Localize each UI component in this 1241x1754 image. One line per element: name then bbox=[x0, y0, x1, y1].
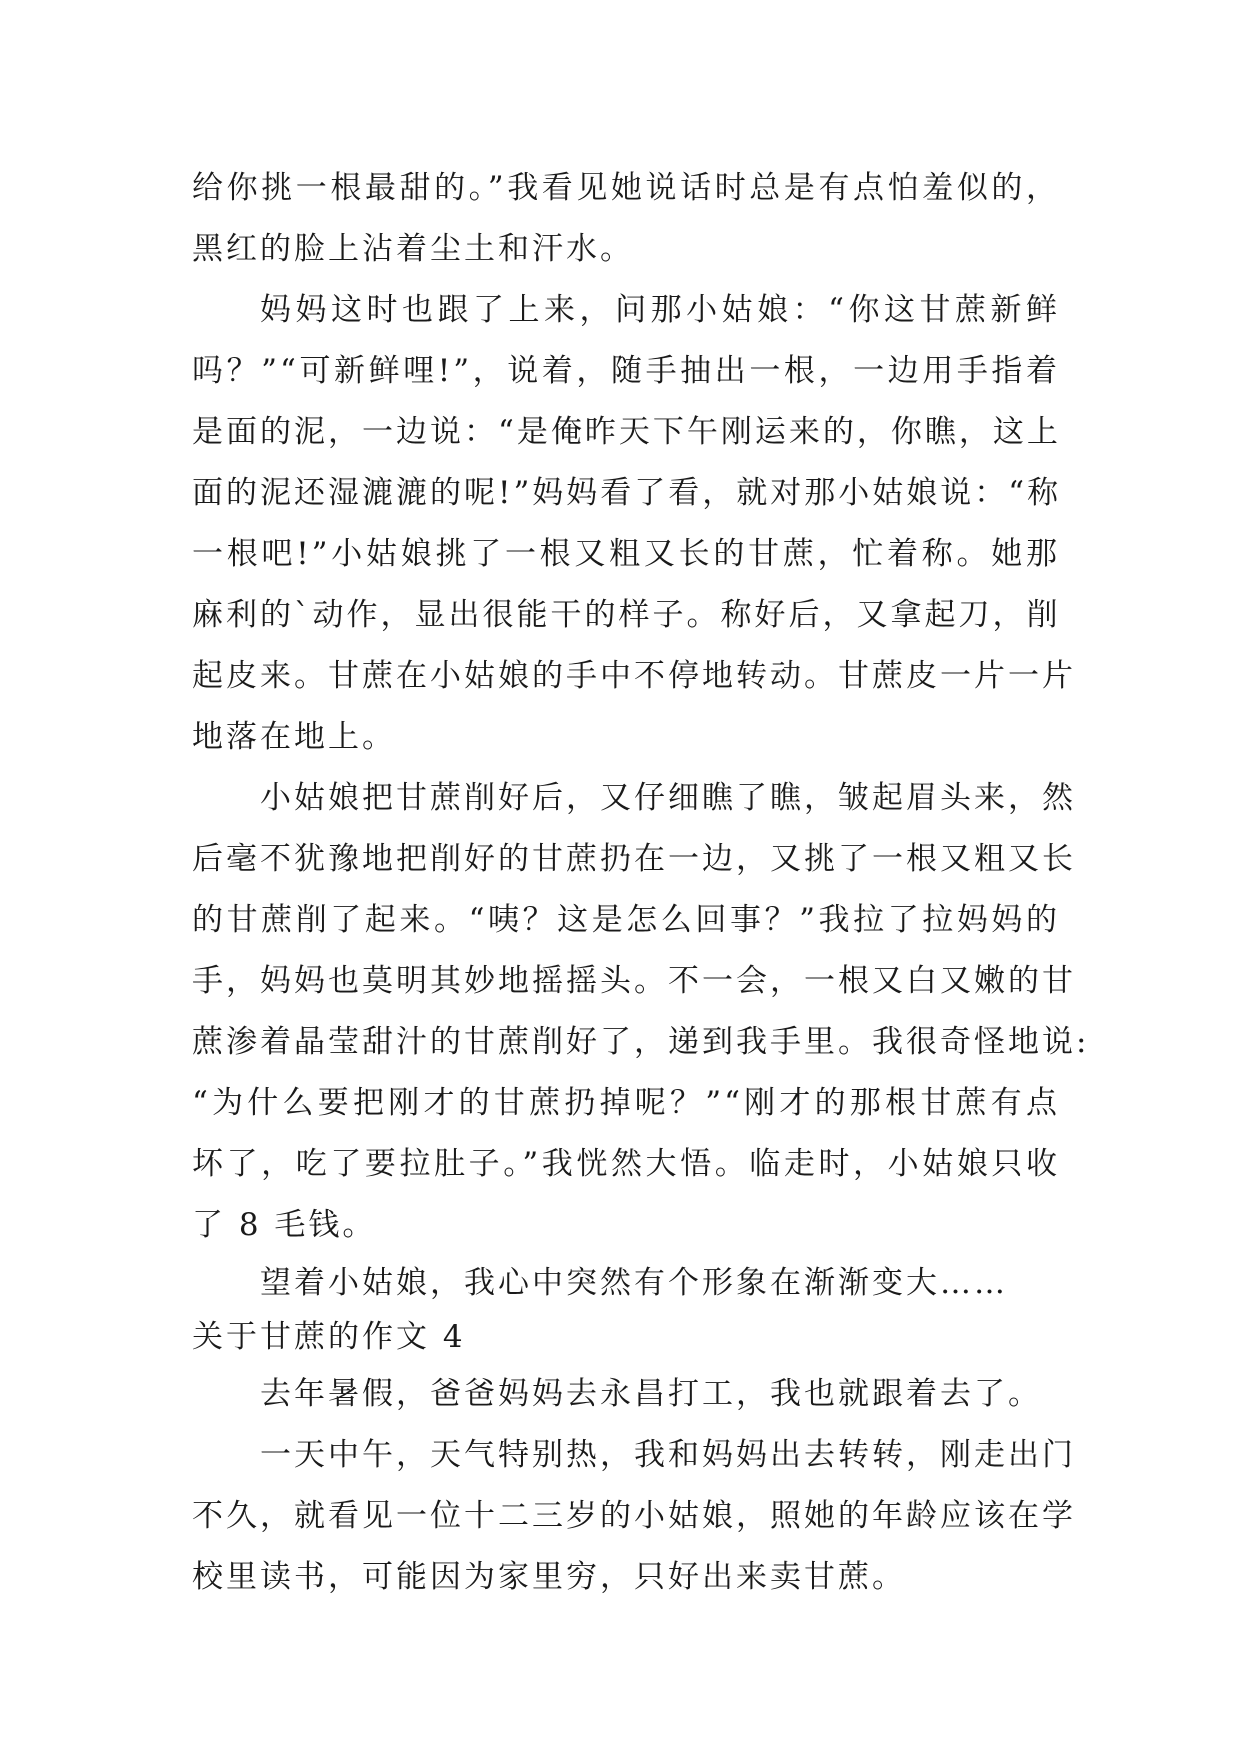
text-line: 黑红的脸上沾着尘土和汗水。 bbox=[192, 231, 634, 267]
text-line: 的甘蔗削了起来。“咦？这是怎么回事？”我拉了拉妈妈的 bbox=[192, 902, 1060, 938]
text-line: 一天中午，天气特别热，我和妈妈出去转转，刚走出门 bbox=[260, 1437, 1076, 1473]
text-line: 面的泥还湿漉漉的呢!”妈妈看了看，就对那小姑娘说：“称 bbox=[192, 475, 1062, 511]
text-line: 小姑娘把甘蔗削好后，又仔细瞧了瞧，皱起眉头来，然 bbox=[260, 780, 1076, 816]
text-line: 了 8 毛钱。 bbox=[192, 1207, 377, 1243]
text-line: 地落在地上。 bbox=[192, 719, 396, 755]
document-body bbox=[192, 158, 1090, 1608]
text-line: 给你挑一根最甜的。”我看见她说话时总是有点怕羞似的， bbox=[192, 170, 1060, 206]
text-line: 是面的泥，一边说：“是俺昨天下午刚运来的，你瞧，这上 bbox=[192, 414, 1061, 450]
text-line: 麻利的`动作，显出很能干的样子。称好后，又拿起刀，削 bbox=[192, 597, 1061, 633]
text-line: 起皮来。甘蔗在小姑娘的手中不停地转动。甘蔗皮一片一片 bbox=[192, 658, 1076, 694]
text-line: 妈妈这时也跟了上来，问那小姑娘：“你这甘蔗新鲜 bbox=[260, 292, 1060, 328]
section-heading: 关于甘蔗的作文 4 bbox=[192, 1319, 466, 1355]
text-line: 望着小姑娘，我心中突然有个形象在渐渐变大…… bbox=[260, 1265, 1008, 1301]
text-line: 后毫不犹豫地把削好的甘蔗扔在一边，又挑了一根又粗又长 bbox=[192, 841, 1076, 877]
text-line: 去年暑假，爸爸妈妈去永昌打工，我也就跟着去了。 bbox=[260, 1376, 1042, 1412]
text-line: 吗？”“可新鲜哩!”，说着，随手抽出一根，一边用手指着 bbox=[192, 353, 1060, 389]
text-line: 坏了，吃了要拉肚子。”我恍然大悟。临走时，小姑娘只收 bbox=[192, 1146, 1060, 1182]
text-line: 蔗渗着晶莹甜汁的甘蔗削好了，递到我手里。我很奇怪地说: bbox=[192, 1024, 1090, 1060]
text-line: 校里读书，可能因为家里穷，只好出来卖甘蔗。 bbox=[192, 1559, 906, 1595]
text-line: “为什么要把刚才的甘蔗扔掉呢？”“刚才的那根甘蔗有点 bbox=[192, 1085, 1060, 1121]
text-line: 一根吧!”小姑娘挑了一根又粗又长的甘蔗，忙着称。她那 bbox=[192, 536, 1060, 572]
text-line: 手，妈妈也莫明其妙地摇摇头。不一会，一根又白又嫩的甘 bbox=[192, 963, 1076, 999]
text-line: 不久，就看见一位十二三岁的小姑娘，照她的年龄应该在学 bbox=[192, 1498, 1076, 1534]
